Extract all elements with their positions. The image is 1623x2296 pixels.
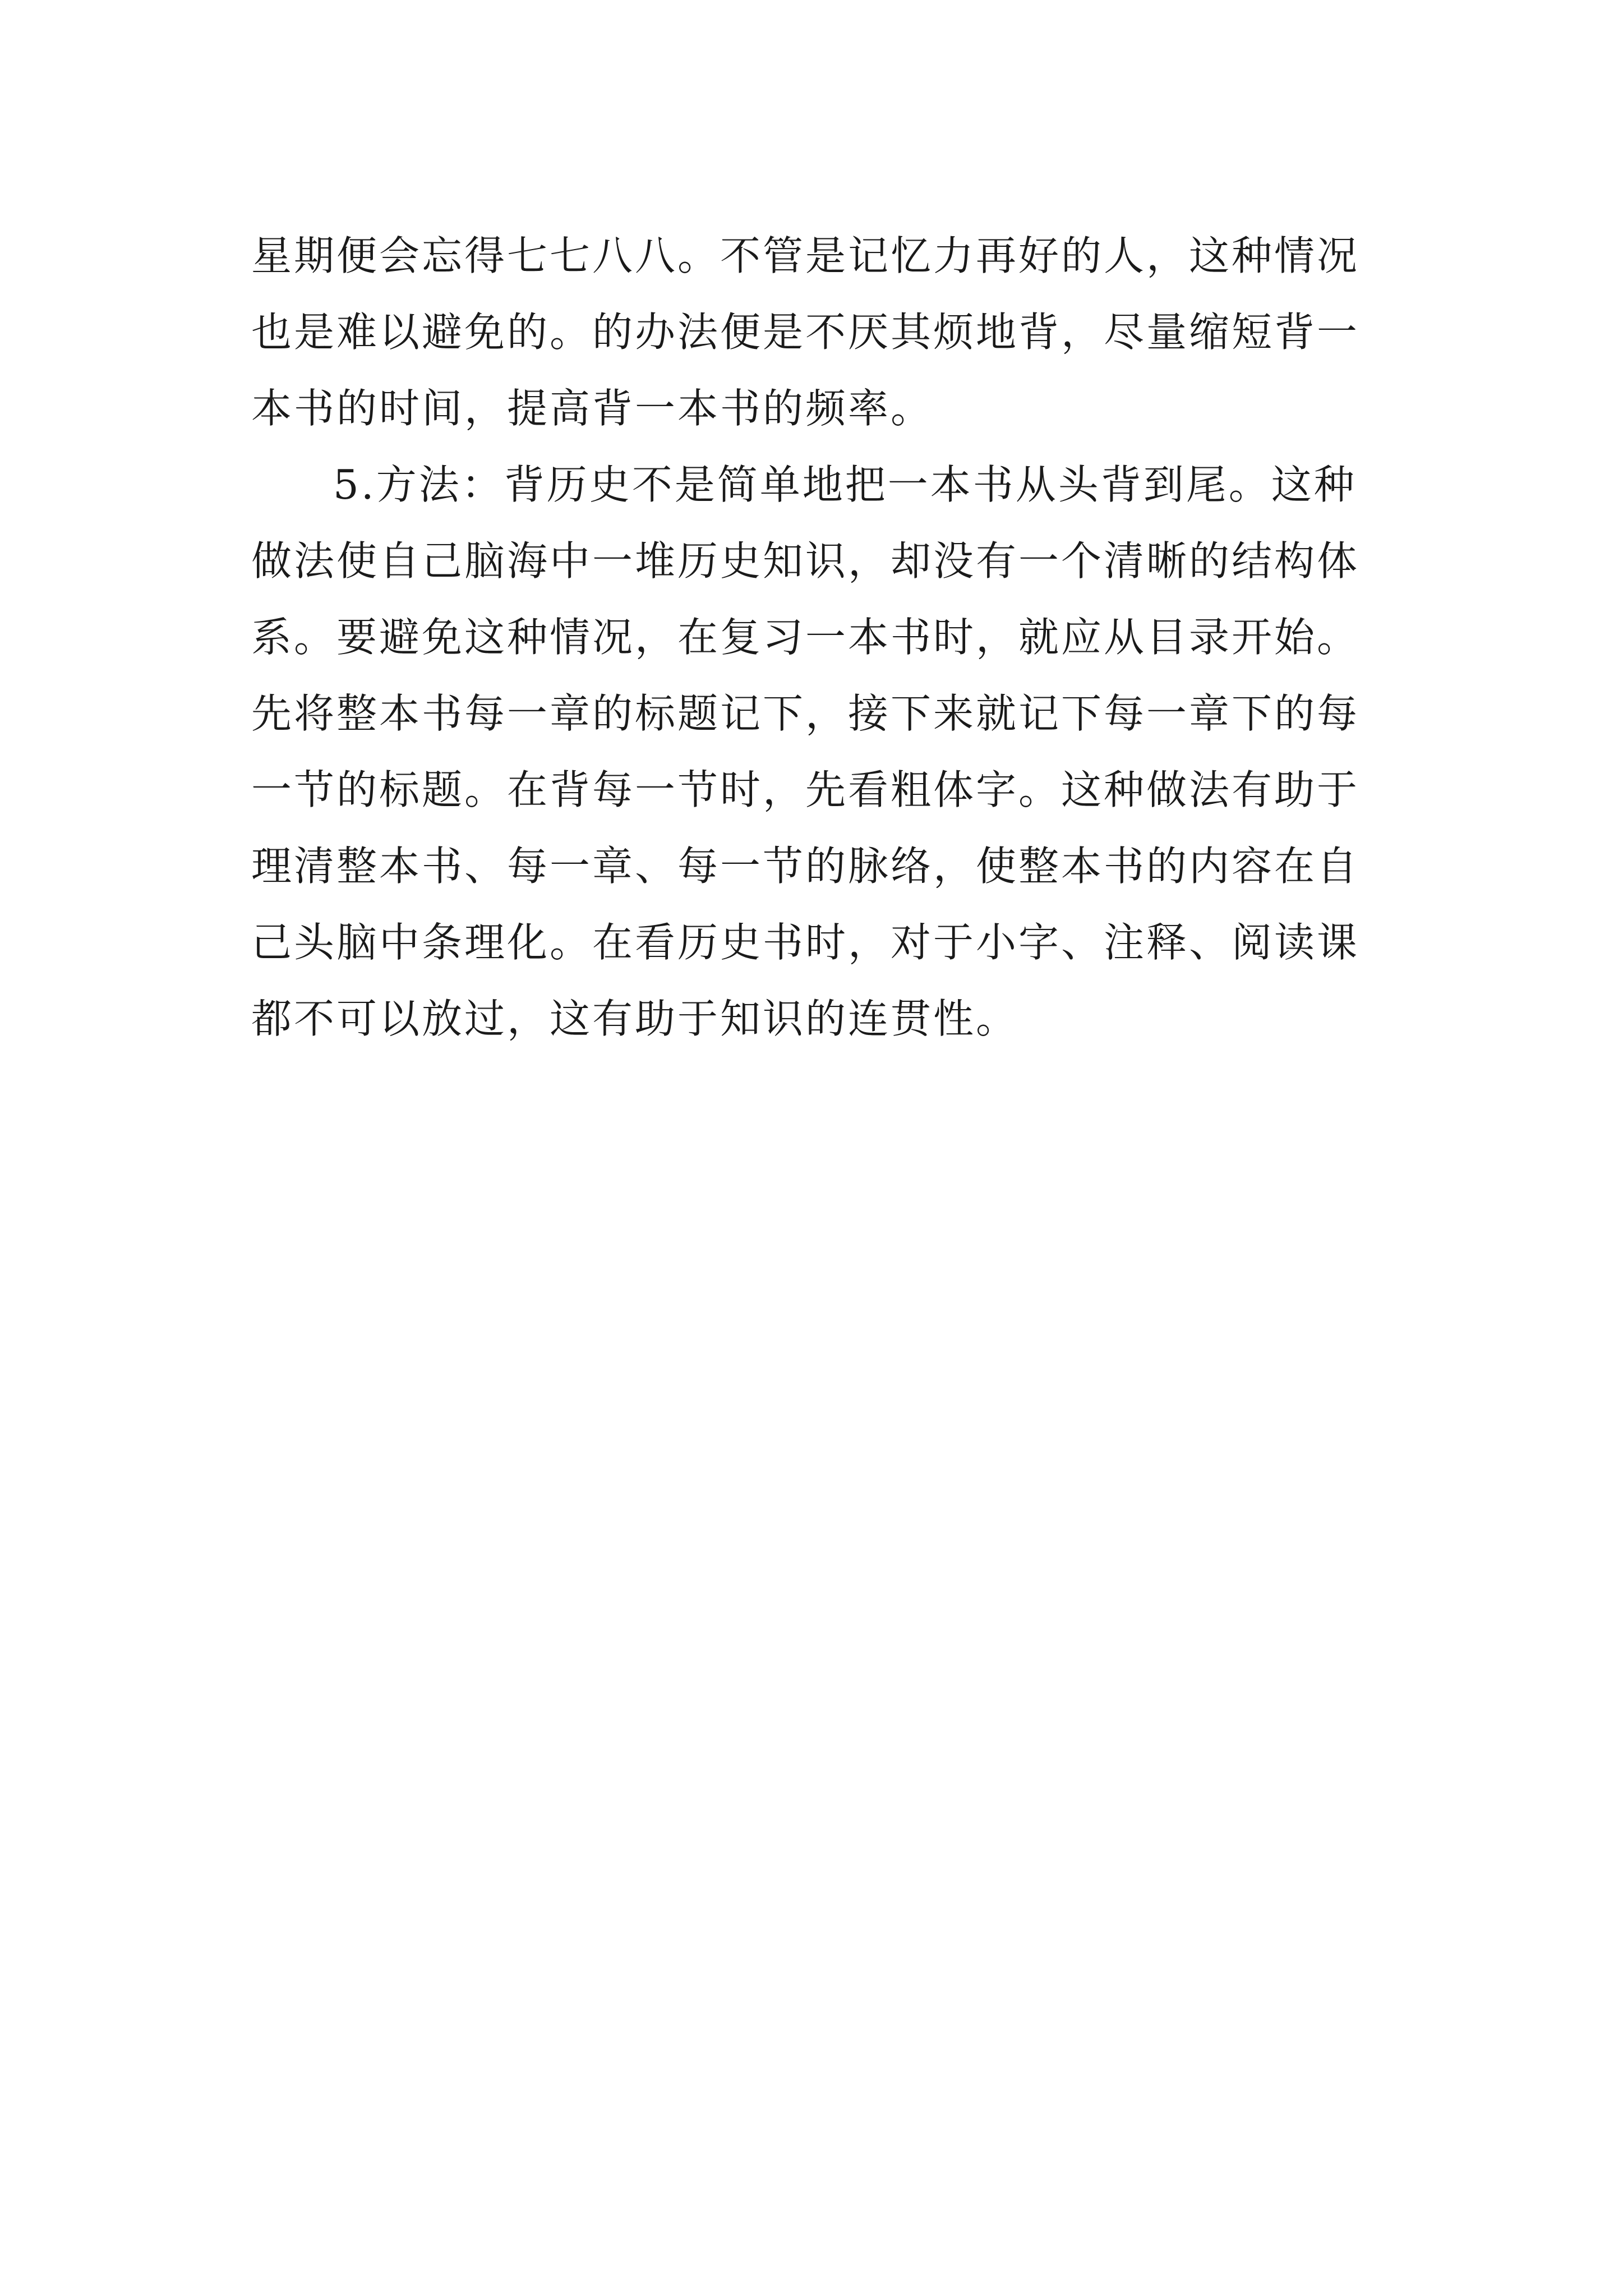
text-line: 5.方法：背历史不是简单地把一本书从头背到尾。这种 — [333, 461, 1357, 508]
text-line: 己头脑中条理化。在看历史书时，对于小字、注释、阅读课 — [251, 919, 1360, 966]
text-line: 理清整本书、每一章、每一节的脉络，使整本书的内容在自 — [251, 843, 1360, 890]
text-line: 也是难以避免的。的办法便是不厌其烦地背，尽量缩短背一 — [251, 309, 1360, 356]
text-line: 先将整本书每一章的标题记下，接下来就记下每一章下的每 — [251, 690, 1360, 737]
paragraph-memory-repetition — [251, 218, 1395, 447]
body-text — [251, 218, 1395, 1057]
text-line: 做法使自己脑海中一堆历史知识，却没有一个清晰的结构体 — [251, 537, 1360, 585]
text-line: 系。要避免这种情况，在复习一本书时，就应从目录开始。 — [251, 614, 1360, 661]
paragraph-method — [251, 447, 1395, 1057]
text-line: 一节的标题。在背每一节时，先看粗体字。这种做法有助于 — [251, 766, 1360, 813]
text-line: 都不可以放过，这有助于知识的连贯性。 — [251, 995, 1019, 1042]
text-line: 星期便会忘得七七八八。不管是记忆力再好的人，这种情况 — [251, 232, 1360, 279]
text-line: 本书的时间，提高背一本书的频率。 — [251, 385, 934, 432]
